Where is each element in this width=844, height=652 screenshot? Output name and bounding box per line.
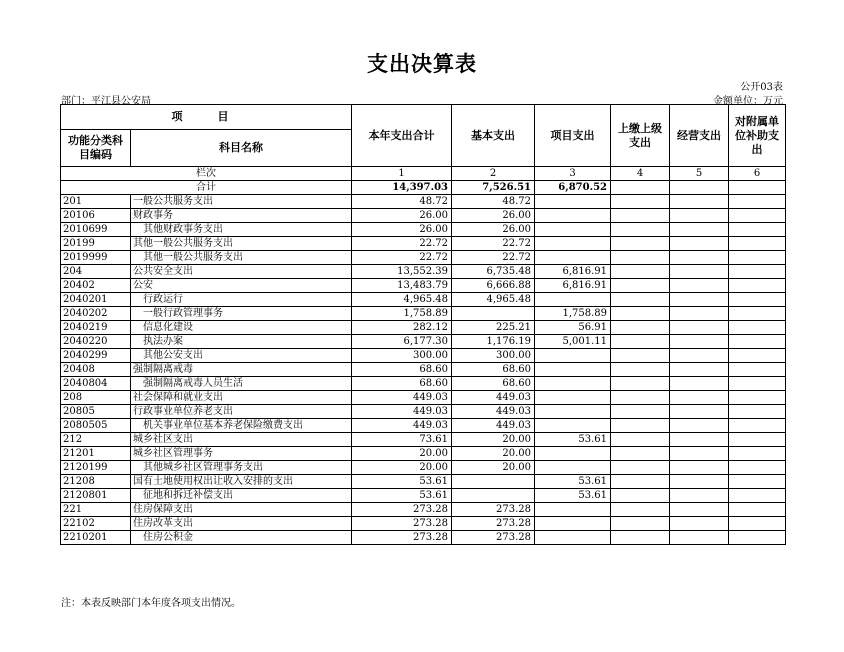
basic-amount-cell: 20.00 — [452, 433, 535, 447]
business-amount-cell — [670, 433, 729, 447]
header-total: 本年支出合计 — [352, 105, 452, 167]
basic-amount-cell: 20.00 — [452, 461, 535, 475]
amount-unit-label: 金额单位：万元 — [713, 96, 783, 107]
basic-amount-cell: 26.00 — [452, 209, 535, 223]
basic-amount-cell: 68.60 — [452, 363, 535, 377]
table-row — [61, 251, 786, 265]
function-code-cell: 22102 — [61, 517, 131, 531]
subsidiary-amount-cell — [729, 531, 786, 545]
project-amount-cell: 6,816.91 — [535, 265, 611, 279]
function-code-cell: 2210201 — [61, 531, 131, 545]
function-code-cell: 2040804 — [61, 377, 131, 391]
total-subsidiary — [729, 181, 786, 195]
table-row — [61, 391, 786, 405]
subject-name-cell: 住房保障支出 — [131, 503, 352, 517]
basic-amount-cell: 22.72 — [452, 251, 535, 265]
total-amount-cell: 22.72 — [352, 251, 452, 265]
table-row — [61, 265, 786, 279]
function-code-cell: 21201 — [61, 447, 131, 461]
upper-amount-cell — [611, 209, 670, 223]
basic-amount-cell: 225.21 — [452, 321, 535, 335]
table-row — [61, 405, 786, 419]
index-cell: 4 — [611, 167, 670, 181]
upper-amount-cell — [611, 223, 670, 237]
table-row — [61, 517, 786, 531]
business-amount-cell — [670, 307, 729, 321]
upper-amount-cell — [611, 391, 670, 405]
upper-amount-cell — [611, 251, 670, 265]
business-amount-cell — [670, 391, 729, 405]
basic-amount-cell: 273.28 — [452, 531, 535, 545]
upper-amount-cell — [611, 237, 670, 251]
basic-amount-cell: 449.03 — [452, 419, 535, 433]
table-row — [61, 335, 786, 349]
subsidiary-amount-cell — [729, 321, 786, 335]
upper-amount-cell — [611, 377, 670, 391]
upper-amount-cell — [611, 279, 670, 293]
project-amount-cell — [535, 209, 611, 223]
business-amount-cell — [670, 293, 729, 307]
subject-name-cell: 强制隔离戒毒人员生活 — [131, 377, 352, 391]
table-row — [61, 195, 786, 209]
table-row — [61, 475, 786, 489]
upper-amount-cell — [611, 335, 670, 349]
table-row — [61, 433, 786, 447]
subject-name-cell: 住房改革支出 — [131, 517, 352, 531]
total-amount-cell: 4,965.48 — [352, 293, 452, 307]
table-row — [61, 447, 786, 461]
subject-name-cell: 机关事业单位基本养老保险缴费支出 — [131, 419, 352, 433]
function-code-cell: 212 — [61, 433, 131, 447]
project-amount-cell — [535, 377, 611, 391]
project-amount-cell — [535, 195, 611, 209]
subsidiary-amount-cell — [729, 251, 786, 265]
index-cell: 6 — [729, 167, 786, 181]
total-amount-cell: 449.03 — [352, 419, 452, 433]
table-row — [61, 237, 786, 251]
upper-amount-cell — [611, 475, 670, 489]
project-amount-cell: 53.61 — [535, 475, 611, 489]
index-cell: 3 — [535, 167, 611, 181]
subject-name-cell: 一般公共服务支出 — [131, 195, 352, 209]
total-business — [670, 181, 729, 195]
project-amount-cell — [535, 251, 611, 265]
basic-amount-cell: 300.00 — [452, 349, 535, 363]
page-title: 支出决算表 — [367, 51, 477, 76]
total-amount-cell: 48.72 — [352, 195, 452, 209]
total-amount-cell: 26.00 — [352, 223, 452, 237]
table-row — [61, 307, 786, 321]
function-code-cell: 2019999 — [61, 251, 131, 265]
total-amount-cell: 300.00 — [352, 349, 452, 363]
function-code-cell: 20199 — [61, 237, 131, 251]
subsidiary-amount-cell — [729, 209, 786, 223]
subsidiary-amount-cell — [729, 489, 786, 503]
upper-amount-cell — [611, 531, 670, 545]
subsidiary-amount-cell — [729, 237, 786, 251]
business-amount-cell — [670, 321, 729, 335]
business-amount-cell — [670, 475, 729, 489]
upper-amount-cell — [611, 363, 670, 377]
subject-name-cell: 行政运行 — [131, 293, 352, 307]
upper-amount-cell — [611, 517, 670, 531]
subsidiary-amount-cell — [729, 517, 786, 531]
total-amount-cell: 73.61 — [352, 433, 452, 447]
subsidiary-amount-cell — [729, 419, 786, 433]
function-code-cell: 2080505 — [61, 419, 131, 433]
total-basic: 7,526.51 — [452, 181, 535, 195]
function-code-cell: 20402 — [61, 279, 131, 293]
total-amount-cell: 13,483.79 — [352, 279, 452, 293]
basic-amount-cell — [452, 475, 535, 489]
table-row — [61, 293, 786, 307]
subject-name-cell: 城乡社区管理事务 — [131, 447, 352, 461]
subsidiary-amount-cell — [729, 363, 786, 377]
form-number: 公开03表 — [740, 82, 783, 93]
header-subsidiary: 对附属单位补助支出 — [729, 105, 786, 167]
basic-amount-cell: 6,666.88 — [452, 279, 535, 293]
project-amount-cell — [535, 405, 611, 419]
business-amount-cell — [670, 251, 729, 265]
business-amount-cell — [670, 209, 729, 223]
subject-name-cell: 城乡社区支出 — [131, 433, 352, 447]
basic-amount-cell: 6,735.48 — [452, 265, 535, 279]
subsidiary-amount-cell — [729, 405, 786, 419]
upper-amount-cell — [611, 433, 670, 447]
subject-name-cell: 其他城乡社区管理事务支出 — [131, 461, 352, 475]
subject-name-cell: 其他一般公共服务支出 — [131, 251, 352, 265]
project-amount-cell: 53.61 — [535, 489, 611, 503]
function-code-cell: 221 — [61, 503, 131, 517]
footnote: 注：本表反映部门本年度各项支出情况。 — [61, 598, 241, 609]
subsidiary-amount-cell — [729, 265, 786, 279]
project-amount-cell — [535, 531, 611, 545]
function-code-cell: 201 — [61, 195, 131, 209]
total-amount-cell: 22.72 — [352, 237, 452, 251]
project-amount-cell — [535, 517, 611, 531]
department-label: 部门：平江县公安局 — [61, 96, 151, 107]
business-amount-cell — [670, 447, 729, 461]
total-amount-cell: 20.00 — [352, 461, 452, 475]
subject-name-cell: 征地和拆迁补偿支出 — [131, 489, 352, 503]
subsidiary-amount-cell — [729, 293, 786, 307]
basic-amount-cell: 273.28 — [452, 503, 535, 517]
upper-amount-cell — [611, 447, 670, 461]
basic-amount-cell: 449.03 — [452, 391, 535, 405]
upper-amount-cell — [611, 349, 670, 363]
function-code-cell: 2120801 — [61, 489, 131, 503]
index-row — [61, 167, 786, 181]
business-amount-cell — [670, 349, 729, 363]
upper-amount-cell — [611, 405, 670, 419]
basic-amount-cell: 20.00 — [452, 447, 535, 461]
project-amount-cell — [535, 293, 611, 307]
project-amount-cell — [535, 237, 611, 251]
total-amount-cell: 20.00 — [352, 447, 452, 461]
total-row — [61, 181, 786, 195]
total-project: 6,870.52 — [535, 181, 611, 195]
basic-amount-cell — [452, 307, 535, 321]
basic-amount-cell: 26.00 — [452, 223, 535, 237]
basic-amount-cell: 449.03 — [452, 405, 535, 419]
subject-name-cell: 公共安全支出 — [131, 265, 352, 279]
business-amount-cell — [670, 531, 729, 545]
upper-amount-cell — [611, 489, 670, 503]
project-amount-cell: 1,758.89 — [535, 307, 611, 321]
subject-name-cell: 一般行政管理事务 — [131, 307, 352, 321]
business-amount-cell — [670, 237, 729, 251]
subject-name-cell: 公安 — [131, 279, 352, 293]
total-amount-cell: 68.60 — [352, 377, 452, 391]
business-amount-cell — [670, 461, 729, 475]
project-amount-cell — [535, 419, 611, 433]
subsidiary-amount-cell — [729, 349, 786, 363]
total-amount-cell: 6,177.30 — [352, 335, 452, 349]
upper-amount-cell — [611, 307, 670, 321]
table-row — [61, 377, 786, 391]
subsidiary-amount-cell — [729, 195, 786, 209]
project-amount-cell — [535, 391, 611, 405]
subsidiary-amount-cell — [729, 391, 786, 405]
header-upper: 上缴上级支出 — [611, 105, 670, 167]
project-amount-cell — [535, 461, 611, 475]
basic-amount-cell: 273.28 — [452, 517, 535, 531]
function-code-cell: 2120199 — [61, 461, 131, 475]
business-amount-cell — [670, 503, 729, 517]
subject-name-cell: 行政事业单位养老支出 — [131, 405, 352, 419]
function-code-cell: 208 — [61, 391, 131, 405]
business-amount-cell — [670, 377, 729, 391]
total-upper — [611, 181, 670, 195]
total-amount-cell: 449.03 — [352, 405, 452, 419]
total-amount-cell: 13,552.39 — [352, 265, 452, 279]
subject-name-cell: 住房公积金 — [131, 531, 352, 545]
subject-name-cell: 强制隔离戒毒 — [131, 363, 352, 377]
subsidiary-amount-cell — [729, 475, 786, 489]
business-amount-cell — [670, 223, 729, 237]
total-amount-cell: 282.12 — [352, 321, 452, 335]
total-amount: 14,397.03 — [352, 181, 452, 195]
index-cell: 5 — [670, 167, 729, 181]
table-row — [61, 419, 786, 433]
business-amount-cell — [670, 405, 729, 419]
subject-name-cell: 其他财政事务支出 — [131, 223, 352, 237]
total-amount-cell: 53.61 — [352, 475, 452, 489]
function-code-cell: 2040201 — [61, 293, 131, 307]
header-subject-name: 科目名称 — [131, 130, 352, 167]
upper-amount-cell — [611, 293, 670, 307]
header-business: 经营支出 — [670, 105, 729, 167]
subject-name-cell: 其他公安支出 — [131, 349, 352, 363]
subsidiary-amount-cell — [729, 461, 786, 475]
table-row — [61, 279, 786, 293]
table-row — [61, 461, 786, 475]
business-amount-cell — [670, 517, 729, 531]
business-amount-cell — [670, 419, 729, 433]
subsidiary-amount-cell — [729, 377, 786, 391]
subject-name-cell: 社会保障和就业支出 — [131, 391, 352, 405]
subject-name-cell: 财政事务 — [131, 209, 352, 223]
business-amount-cell — [670, 265, 729, 279]
total-amount-cell: 273.28 — [352, 503, 452, 517]
subject-name-cell: 信息化建设 — [131, 321, 352, 335]
function-code-cell: 20106 — [61, 209, 131, 223]
basic-amount-cell: 4,965.48 — [452, 293, 535, 307]
index-label: 栏次 — [61, 167, 352, 181]
upper-amount-cell — [611, 461, 670, 475]
business-amount-cell — [670, 279, 729, 293]
upper-amount-cell — [611, 195, 670, 209]
total-amount-cell: 26.00 — [352, 209, 452, 223]
table-row — [61, 531, 786, 545]
function-code-cell: 21208 — [61, 475, 131, 489]
business-amount-cell — [670, 489, 729, 503]
total-amount-cell: 449.03 — [352, 391, 452, 405]
function-code-cell: 2040219 — [61, 321, 131, 335]
table-row — [61, 489, 786, 503]
upper-amount-cell — [611, 419, 670, 433]
project-amount-cell — [535, 447, 611, 461]
subsidiary-amount-cell — [729, 307, 786, 321]
total-amount-cell: 1,758.89 — [352, 307, 452, 321]
business-amount-cell — [670, 363, 729, 377]
subsidiary-amount-cell — [729, 223, 786, 237]
index-cell: 2 — [452, 167, 535, 181]
business-amount-cell — [670, 195, 729, 209]
function-code-cell: 2040202 — [61, 307, 131, 321]
table-row — [61, 209, 786, 223]
project-amount-cell: 53.61 — [535, 433, 611, 447]
basic-amount-cell: 68.60 — [452, 377, 535, 391]
table-row — [61, 321, 786, 335]
header-basic: 基本支出 — [452, 105, 535, 167]
basic-amount-cell: 48.72 — [452, 195, 535, 209]
upper-amount-cell — [611, 503, 670, 517]
function-code-cell: 20805 — [61, 405, 131, 419]
table-row — [61, 223, 786, 237]
project-amount-cell — [535, 349, 611, 363]
header-item: 项 目 — [61, 105, 352, 130]
project-amount-cell — [535, 363, 611, 377]
total-amount-cell: 273.28 — [352, 531, 452, 545]
project-amount-cell — [535, 223, 611, 237]
total-amount-cell: 273.28 — [352, 517, 452, 531]
function-code-cell: 2010699 — [61, 223, 131, 237]
total-amount-cell: 68.60 — [352, 363, 452, 377]
subject-name-cell: 其他一般公共服务支出 — [131, 237, 352, 251]
function-code-cell: 20408 — [61, 363, 131, 377]
upper-amount-cell — [611, 265, 670, 279]
project-amount-cell: 5,001.11 — [535, 335, 611, 349]
header-project: 项目支出 — [535, 105, 611, 167]
function-code-cell: 2040220 — [61, 335, 131, 349]
subject-name-cell: 执法办案 — [131, 335, 352, 349]
subsidiary-amount-cell — [729, 447, 786, 461]
subsidiary-amount-cell — [729, 279, 786, 293]
project-amount-cell: 6,816.91 — [535, 279, 611, 293]
table-row — [61, 363, 786, 377]
basic-amount-cell: 1,176.19 — [452, 335, 535, 349]
subsidiary-amount-cell — [729, 433, 786, 447]
project-amount-cell: 56.91 — [535, 321, 611, 335]
subsidiary-amount-cell — [729, 335, 786, 349]
subsidiary-amount-cell — [729, 503, 786, 517]
function-code-cell: 2040299 — [61, 349, 131, 363]
subject-name-cell: 国有土地使用权出让收入安排的支出 — [131, 475, 352, 489]
business-amount-cell — [670, 335, 729, 349]
expenditure-table — [60, 104, 786, 545]
project-amount-cell — [535, 503, 611, 517]
upper-amount-cell — [611, 321, 670, 335]
header-func-code: 功能分类科目编码 — [61, 130, 131, 167]
total-amount-cell: 53.61 — [352, 489, 452, 503]
function-code-cell: 204 — [61, 265, 131, 279]
table-row — [61, 349, 786, 363]
total-label: 合计 — [61, 181, 352, 195]
table-row — [61, 503, 786, 517]
index-cell: 1 — [352, 167, 452, 181]
basic-amount-cell — [452, 489, 535, 503]
basic-amount-cell: 22.72 — [452, 237, 535, 251]
